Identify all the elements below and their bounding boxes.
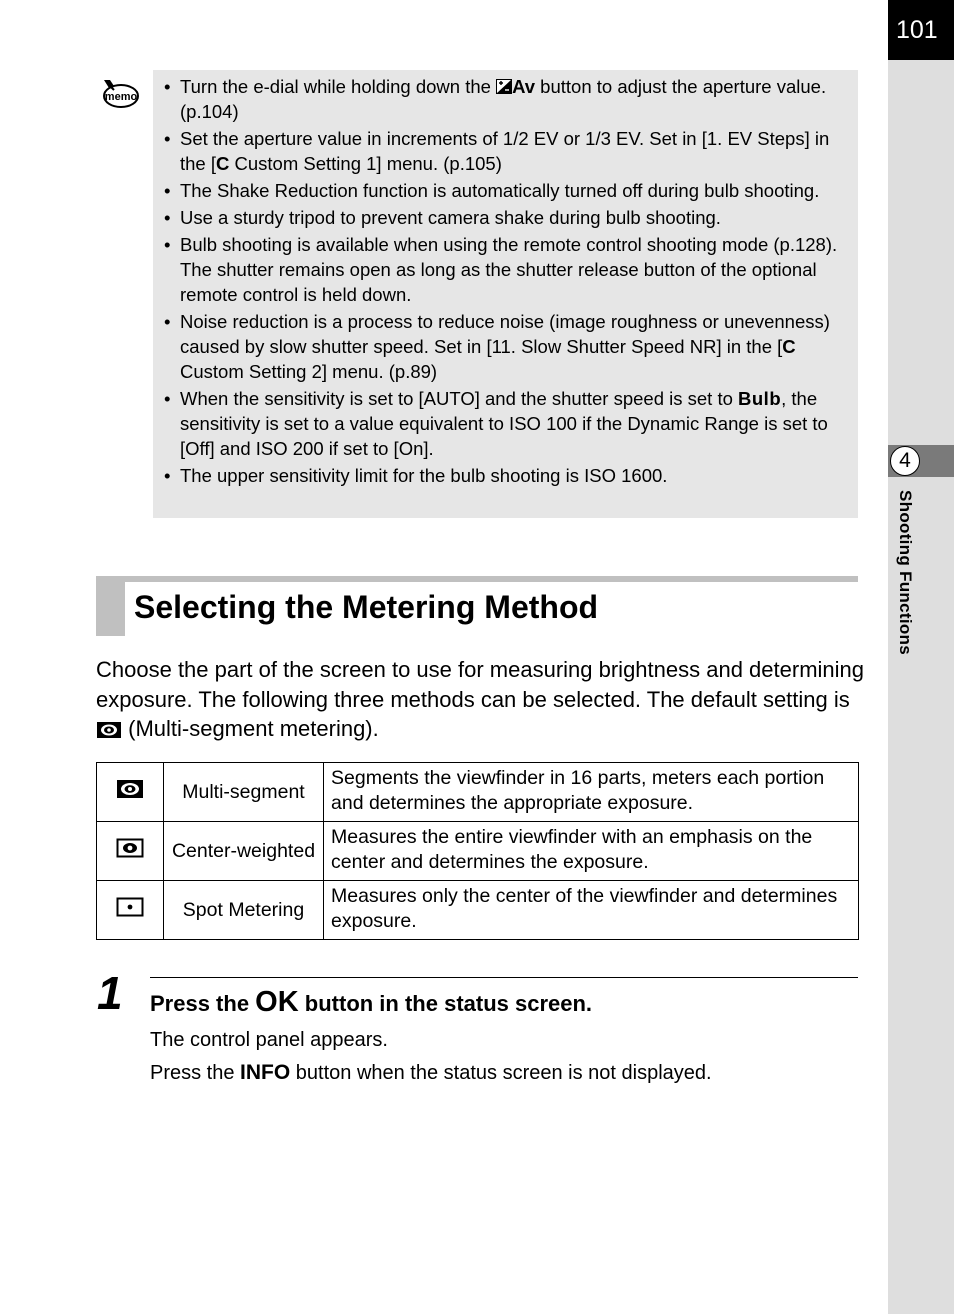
- step-number: 1: [97, 967, 123, 1019]
- heading-bar: [96, 576, 858, 582]
- memo-item: • The upper sensitivity limit for the bulb shooting is ISO 1600.: [163, 463, 848, 488]
- method-icon-cell: [97, 881, 164, 940]
- memo-item: • Use a sturdy tripod to prevent camera shake during bulb shooting.: [163, 205, 848, 230]
- memo-list: [163, 74, 848, 488]
- memo-item: [163, 74, 848, 124]
- method-icon-cell: [97, 822, 164, 881]
- method-name: Spot Metering: [164, 881, 324, 940]
- table-row: [97, 763, 859, 822]
- intro-text: (Multi-segment metering).: [122, 716, 379, 741]
- step-note-part: Press the: [150, 1062, 241, 1084]
- center-weighted-metering-icon: [116, 838, 144, 858]
- memo-text: button to adjust the aperture value. (p.104): [180, 76, 827, 122]
- metering-methods-table: [96, 762, 859, 940]
- memo-text: Turn the e-dial while holding down the: [180, 76, 497, 97]
- memo-item: [163, 126, 848, 176]
- memo-item: • The Shake Reduction function is automatically turned off during bulb shooting.: [163, 178, 848, 203]
- exposure-compensation-icon: [496, 79, 512, 94]
- memo-icon-text: memo: [104, 91, 138, 103]
- step-note-part: button when the status screen is not displayed.: [290, 1062, 712, 1084]
- step-title-text: button in the status screen.: [298, 991, 593, 1016]
- memo-item: [163, 309, 848, 384]
- section-title: Selecting the Metering Method: [134, 589, 599, 625]
- memo-item: [163, 386, 848, 461]
- intro-text: Choose the part of the screen to use for measuring brightness and determining exposure. The following three methods can be selected. The default setting is: [96, 657, 865, 712]
- method-description: Measures only the center of the viewfinder and determines exposure.: [324, 881, 859, 940]
- av-button-label: Av: [512, 76, 536, 97]
- memo-text: Custom Setting 1] menu. (p.105): [229, 153, 502, 174]
- ok-button-label: OK: [255, 986, 299, 1018]
- method-description: Measures the entire viewfinder with an emphasis on the center and determines the exposure.: [324, 822, 859, 881]
- step-title-text: Press the: [150, 991, 256, 1016]
- heading-block: [96, 576, 125, 636]
- step-divider: [150, 977, 858, 978]
- multi-segment-metering-icon: [116, 779, 144, 799]
- memo-text: , the sensitivity is set to a value equivalent to ISO 100 if the Dynamic Range is set to [Off] and ISO 200 if set to [On].: [180, 388, 828, 459]
- custom-menu-icon: C: [782, 336, 796, 357]
- spot-metering-icon: [116, 897, 144, 917]
- chapter-title: Shooting Functions: [896, 490, 915, 655]
- intro-paragraph: [96, 655, 866, 744]
- memo-text: Custom Setting 2] menu. (p.89): [180, 361, 438, 382]
- page-number: 101: [888, 0, 954, 60]
- step-note-text: [150, 1059, 712, 1087]
- method-icon-cell: [97, 763, 164, 822]
- memo-text: When the sensitivity is set to [AUTO] and the shutter speed is set to: [180, 388, 739, 409]
- bulb-mode-label: Bulb: [738, 388, 782, 409]
- method-name: Multi-segment: [164, 763, 324, 822]
- chapter-number: 4: [890, 446, 920, 476]
- custom-menu-icon: C: [216, 153, 230, 174]
- method-name: Center-weighted: [164, 822, 324, 881]
- method-description: Segments the viewfinder in 16 parts, meters each portion and determines the appropriate exposure.: [324, 763, 859, 822]
- info-button-label: INFO: [240, 1061, 291, 1084]
- side-strip: [888, 0, 954, 1314]
- multi-segment-metering-icon: [96, 721, 122, 739]
- memo-text: Set the aperture value in increments of 1/2 EV or 1/3 EV. Set in [1. EV Steps] in the [: [180, 128, 830, 174]
- step-title: [150, 984, 592, 1022]
- memo-icon: [98, 76, 140, 112]
- table-row: [97, 822, 859, 881]
- memo-item: • Bulb shooting is available when using the remote control shooting mode (p.128). The shutter remains open as long as the shutter release button of the optional remote control is held down.: [163, 232, 848, 307]
- memo-text: Noise reduction is a process to reduce noise (image roughness or unevenness) caused by slow shutter speed. Set in [11. Slow Shutter Speed NR] in the [: [180, 311, 830, 357]
- step-result-text: The control panel appears.: [150, 1029, 388, 1051]
- memo-box: [153, 70, 858, 518]
- table-row: [97, 881, 859, 940]
